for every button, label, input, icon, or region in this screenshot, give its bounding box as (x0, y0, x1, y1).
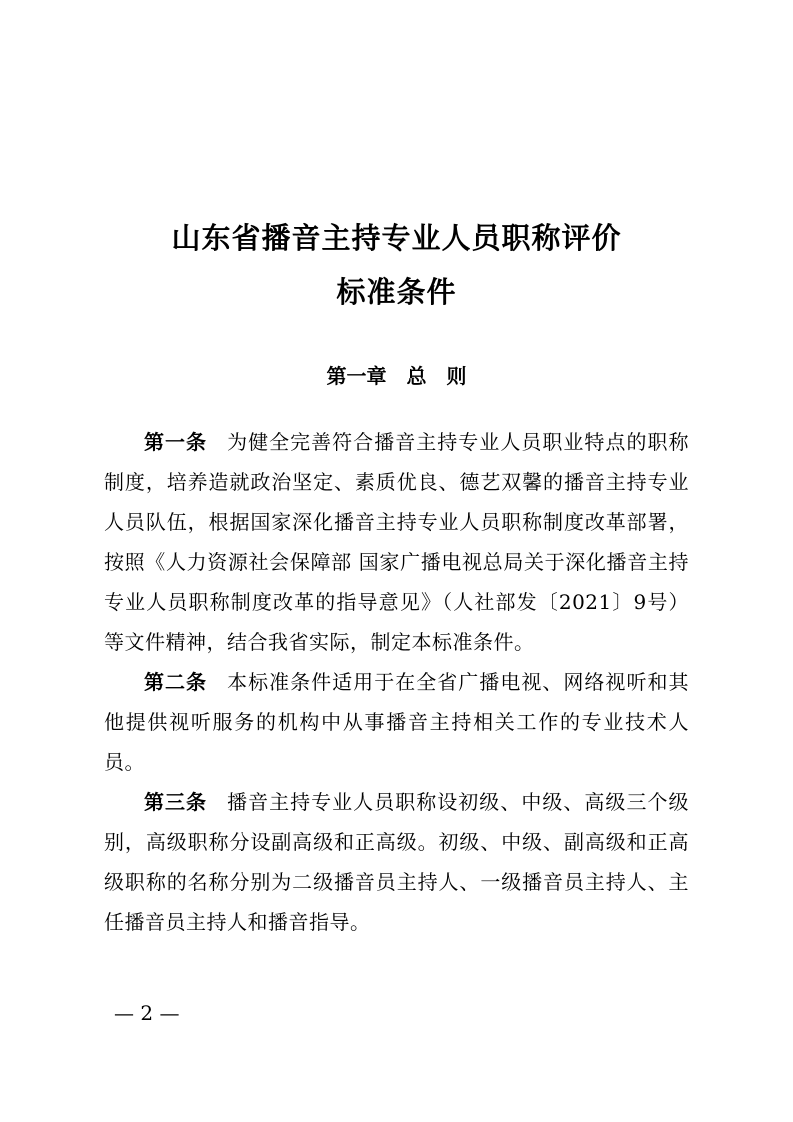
article-1-text: 为健全完善符合播音主持专业人员职业特点的职称制度，培养造就政治坚定、素质优良、德艺双馨的播音主持专业人员队伍，根据国家深化播音主持专业人员职称制度改革部署，按照《人力资源社会保障部 国家广播电视总局关于深化播音主持专业人员职称制度改革的指导意见》（人社部发〔2021〕9号）等文件精神，结合我省实际，制定本标准条件。 (104, 430, 689, 654)
article-2 (104, 662, 689, 782)
document-title-line-2: 标准条件 (336, 275, 457, 309)
chapter-heading: 第一章 总 则 (326, 364, 467, 388)
article-3 (104, 782, 689, 942)
article-1 (104, 422, 689, 662)
article-3-text: 播音主持专业人员职称设初级、中级、高级三个级别，高级职称分设副高级和正高级。初级、中级、副高级和正高级职称的名称分别为二级播音员主持人、一级播音员主持人、主任播音员主持人和播音指导。 (104, 790, 689, 934)
page-number: — 2 — (114, 1001, 180, 1025)
article-2-label: 第二条 (144, 670, 208, 694)
article-2-text: 本标准条件适用于在全省广播电视、网络视听和其他提供视听服务的机构中从事播音主持相关工作的专业技术人员。 (104, 670, 689, 774)
article-list (104, 422, 689, 942)
document-title-line-1: 山东省播音主持专业人员职称评价 (171, 221, 622, 255)
article-3-label: 第三条 (144, 790, 208, 814)
article-1-label: 第一条 (144, 430, 208, 454)
